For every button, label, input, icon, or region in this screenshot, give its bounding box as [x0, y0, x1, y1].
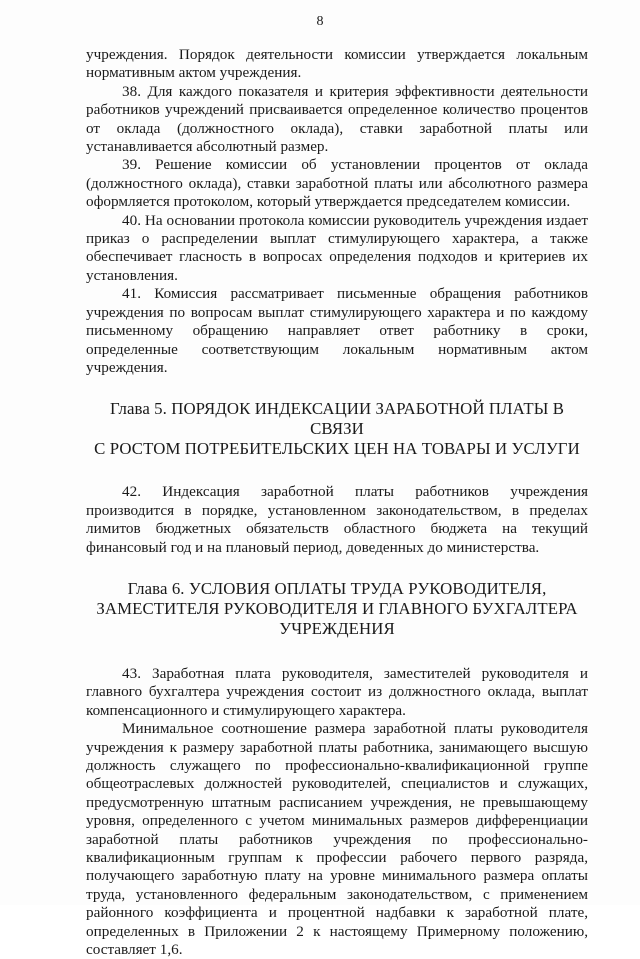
- paragraph-39: 39. Решение комиссии об установлении процентов от оклада (должностного оклада), ставки заработной платы или абсолютного размера оформляется протоколом, который утверждается председателем комиссии.: [86, 156, 588, 211]
- paragraph-38: 38. Для каждого показателя и критерия эффективности деятельности работников учреждений присваивается определенное количество процентов от оклада (должностного оклада), ставки заработной платы или устанавливается абсолютный размер.: [86, 82, 588, 156]
- page-number: 8: [316, 14, 324, 29]
- paragraph-40: 40. На основании протокола комиссии руководитель учреждения издает приказ о распределении выплат стимулирующего характера, а также обеспечивает гласность в вопросах определения подходов и критериев их установления.: [86, 211, 588, 284]
- chapter-6-heading-line-2: ЗАМЕСТИТЕЛЯ РУКОВОДИТЕЛЯ И ГЛАВНОГО БУХГАЛТЕРА: [96, 598, 578, 618]
- paragraph-minimum-ratio: Минимальное соотношение размера заработной платы руководителя учреждения к размеру заработной платы работника, занимающего высшую должность служащего по профессионально-квалификационной группе общеотраслевых должностей руководителей, специалистов и служащих, предусмотренную штатным расписанием учреждения, не превышающему уровня, определенного с учетом минимальных размеров дифференциации заработной платы работников учреждения по профессионально-квалификационным группам к профессии рабочего первого разряда, получающего заработную плату на уровне минимального размера оплаты труда, установленного федеральным законодательством, с применением районного коэффициента и процентной надбавки к заработной плате, определенных в Приложении 2 к настоящему Примерному положению, составляет 1,6.: [86, 720, 588, 959]
- paragraph-41: 41. Комиссия рассматривает письменные обращения работников учреждения по вопросам выплат стимулирующего характера и по каждому письменному обращению направляет ответ работнику в сроки, определенные соответствующим локальным нормативным актом учреждения.: [86, 285, 588, 376]
- chapter-5-heading-line-2: С РОСТОМ ПОТРЕБИТЕЛЬСКИХ ЦЕН НА ТОВАРЫ И УСЛУГИ: [94, 439, 580, 459]
- chapter-6-heading-line-1: Глава 6. УСЛОВИЯ ОПЛАТЫ ТРУДА РУКОВОДИТЕЛЯ,: [127, 578, 547, 598]
- chapter-5-heading-line-1: Глава 5. ПОРЯДОК ИНДЕКСАЦИИ ЗАРАБОТНОЙ ПЛАТЫ В СВЯЗИ: [109, 399, 565, 439]
- chapter-6-heading-line-3: УЧРЕЖДЕНИЯ: [279, 618, 395, 638]
- paragraph-42: 42. Индексация заработной платы работников учреждения производится в порядке, установленном законодательством, в пределах лимитов бюджетных обязательств областного бюджета на текущий финансовый год и на плановый период, доведенных до министерства.: [86, 483, 588, 556]
- document-body: [86, 46, 588, 959]
- paragraph-43: 43. Заработная плата руководителя, заместителей руководителя и главного бухгалтера учреждения состоит из должностного оклада, выплат компенсационного и стимулирующего характера.: [86, 664, 588, 719]
- chapter-5-heading: [86, 399, 588, 459]
- chapter-6-heading: [86, 579, 588, 639]
- paragraph-continuation: учреждения. Порядок деятельности комиссии утверждается локальным нормативным актом учреждения.: [86, 46, 588, 82]
